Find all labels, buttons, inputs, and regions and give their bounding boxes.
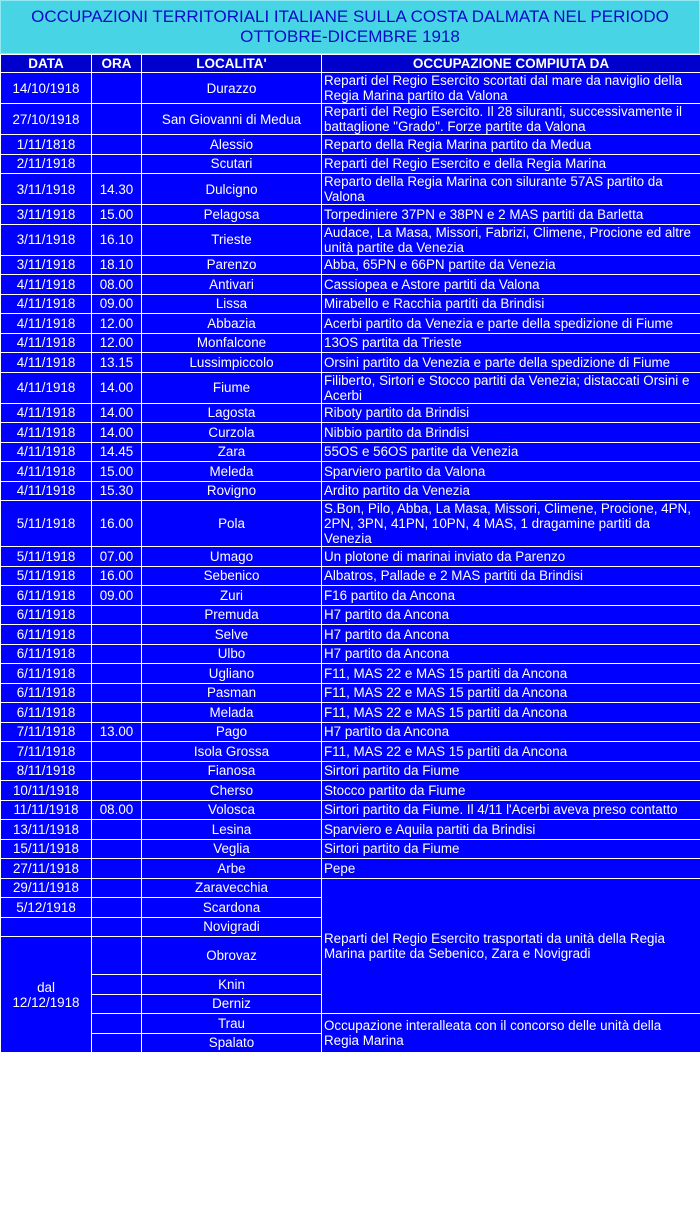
table-row <box>1 625 700 645</box>
occupations-table <box>0 54 700 1053</box>
table-row <box>1 372 700 403</box>
cell-occupazione: F16 partito da Ancona <box>322 586 700 606</box>
dal-date: 12/12/1918 <box>12 994 80 1010</box>
cell-ora <box>92 761 142 781</box>
cell-ora: 16.00 <box>92 501 142 547</box>
cell-localita: Derniz <box>142 994 322 1014</box>
cell-localita: Lesina <box>142 820 322 840</box>
cell-ora <box>92 154 142 174</box>
cell-occupazione: Albatros, Pallade e 2 MAS partiti da Brindisi <box>322 566 700 586</box>
table-row <box>1 859 700 879</box>
cell-occupazione: Acerbi partito da Venezia e parte della spedizione di Fiume <box>322 314 700 334</box>
table-row <box>1 154 700 174</box>
table-row <box>1 664 700 684</box>
cell-localita: Abbazia <box>142 314 322 334</box>
cell-data: 6/11/1918 <box>1 625 92 645</box>
cell-ora <box>92 937 142 975</box>
table-row <box>1 839 700 859</box>
cell-localita: Pago <box>142 722 322 742</box>
cell-localita: Zaravecchia <box>142 878 322 898</box>
cell-occupazione: Ardito partito da Venezia <box>322 481 700 501</box>
cell-ora: 13.15 <box>92 353 142 373</box>
cell-localita: Trau <box>142 1014 322 1034</box>
table-row <box>1 1014 700 1034</box>
cell-ora <box>92 917 142 937</box>
cell-data: 4/11/1918 <box>1 372 92 403</box>
cell-localita: Pola <box>142 501 322 547</box>
cell-ora <box>92 994 142 1014</box>
table-row <box>1 501 700 547</box>
cell-localita: Novigradi <box>142 917 322 937</box>
cell-data: 3/11/1918 <box>1 174 92 205</box>
table-row <box>1 442 700 462</box>
cell-localita: Knin <box>142 975 322 995</box>
table-row <box>1 761 700 781</box>
table-row <box>1 255 700 275</box>
header-row <box>1 55 700 73</box>
cell-occupazione: Sirtori partito da Fiume <box>322 839 700 859</box>
cell-data: 5/11/1918 <box>1 547 92 567</box>
cell-data-dal <box>1 937 92 1053</box>
cell-ora <box>92 644 142 664</box>
cell-ora: 14.30 <box>92 174 142 205</box>
cell-data: 5/12/1918 <box>1 898 92 918</box>
cell-localita: Pelagosa <box>142 205 322 225</box>
cell-localita: Rovigno <box>142 481 322 501</box>
cell-ora: 14.00 <box>92 423 142 443</box>
cell-data <box>1 917 92 937</box>
cell-ora <box>92 625 142 645</box>
cell-occupazione: F11, MAS 22 e MAS 15 partiti da Ancona <box>322 742 700 762</box>
cell-localita: Obrovaz <box>142 937 322 975</box>
cell-occupazione: Reparti del Regio Esercito scortati dal mare da naviglio della Regia Marina partito da Valona <box>322 73 700 104</box>
cell-occupazione: H7 partito da Ancona <box>322 605 700 625</box>
cell-occupazione: H7 partito da Ancona <box>322 625 700 645</box>
table-row <box>1 547 700 567</box>
table-row <box>1 481 700 501</box>
cell-occupazione: 55OS e 56OS partite da Venezia <box>322 442 700 462</box>
cell-occupazione: Audace, La Masa, Missori, Fabrizi, Climene, Procione ed altre unità partite da Venezia <box>322 224 700 255</box>
cell-localita: Isola Grossa <box>142 742 322 762</box>
cell-ora <box>92 73 142 104</box>
cell-occupazione: Sirtori partito da Fiume. Il 4/11 l'Acerbi aveva preso contatto <box>322 800 700 820</box>
cell-data: 15/11/1918 <box>1 839 92 859</box>
cell-ora <box>92 683 142 703</box>
cell-data: 4/11/1918 <box>1 333 92 353</box>
cell-data: 4/11/1918 <box>1 314 92 334</box>
cell-data: 27/10/1918 <box>1 104 92 135</box>
cell-data: 4/11/1918 <box>1 275 92 295</box>
table-row <box>1 605 700 625</box>
cell-ora <box>92 135 142 155</box>
table-row <box>1 878 700 898</box>
cell-occupazione: S.Bon, Pilo, Abba, La Masa, Missori, Climene, Procione, 4PN, 2PN, 3PN, 41PN, 10PN, 4 MAS, 1 dragamine partiti da Venezia <box>322 501 700 547</box>
table-row <box>1 781 700 801</box>
cell-localita: Meleda <box>142 462 322 482</box>
cell-ora: 09.00 <box>92 294 142 314</box>
cell-ora <box>92 878 142 898</box>
cell-data: 6/11/1918 <box>1 605 92 625</box>
table-row <box>1 644 700 664</box>
cell-data: 5/11/1918 <box>1 566 92 586</box>
cell-localita: Parenzo <box>142 255 322 275</box>
cell-localita: Melada <box>142 703 322 723</box>
cell-data: 4/11/1918 <box>1 294 92 314</box>
table-row <box>1 742 700 762</box>
cell-localita: San Giovanni di Medua <box>142 104 322 135</box>
cell-data: 3/11/1918 <box>1 224 92 255</box>
cell-occupazione: Riboty partito da Brindisi <box>322 403 700 423</box>
cell-ora <box>92 1014 142 1034</box>
cell-localita: Scardona <box>142 898 322 918</box>
cell-localita: Fiume <box>142 372 322 403</box>
cell-ora: 08.00 <box>92 800 142 820</box>
cell-data: 7/11/1918 <box>1 722 92 742</box>
cell-ora: 18.10 <box>92 255 142 275</box>
table-row <box>1 73 700 104</box>
cell-ora <box>92 820 142 840</box>
table-row <box>1 275 700 295</box>
cell-localita: Zuri <box>142 586 322 606</box>
cell-localita: Umago <box>142 547 322 567</box>
cell-occupazione: Cassiopea e Astore partiti da Valona <box>322 275 700 295</box>
cell-data: 3/11/1918 <box>1 205 92 225</box>
cell-localita: Premuda <box>142 605 322 625</box>
cell-data: 6/11/1918 <box>1 586 92 606</box>
cell-data: 13/11/1918 <box>1 820 92 840</box>
cell-occupazione: Pepe <box>322 859 700 879</box>
cell-localita: Veglia <box>142 839 322 859</box>
cell-ora <box>92 104 142 135</box>
cell-ora <box>92 1033 142 1053</box>
table-row <box>1 333 700 353</box>
cell-localita: Fianosa <box>142 761 322 781</box>
cell-data: 2/11/1918 <box>1 154 92 174</box>
cell-localita: Scutari <box>142 154 322 174</box>
cell-ora: 12.00 <box>92 314 142 334</box>
cell-occupazione: Sparviero partito da Valona <box>322 462 700 482</box>
table-row <box>1 205 700 225</box>
cell-ora <box>92 839 142 859</box>
table-row <box>1 566 700 586</box>
cell-data: 14/10/1918 <box>1 73 92 104</box>
cell-localita: Selve <box>142 625 322 645</box>
header-localita: LOCALITA' <box>142 55 322 73</box>
cell-occupazione-last: Occupazione interalleata con il concorso delle unità della Regia Marina <box>322 1014 700 1053</box>
cell-localita: Lissa <box>142 294 322 314</box>
cell-occupazione: F11, MAS 22 e MAS 15 partiti da Ancona <box>322 703 700 723</box>
dal-label: dal <box>37 979 55 995</box>
cell-localita: Spalato <box>142 1033 322 1053</box>
cell-ora <box>92 664 142 684</box>
cell-data: 6/11/1918 <box>1 683 92 703</box>
cell-occupazione: 13OS partita da Trieste <box>322 333 700 353</box>
table-row <box>1 820 700 840</box>
cell-data: 4/11/1918 <box>1 403 92 423</box>
cell-ora: 13.00 <box>92 722 142 742</box>
table-row <box>1 353 700 373</box>
cell-ora <box>92 605 142 625</box>
cell-ora <box>92 742 142 762</box>
cell-localita: Ugliano <box>142 664 322 684</box>
table-body <box>1 73 700 879</box>
cell-occupazione: F11, MAS 22 e MAS 15 partiti da Ancona <box>322 664 700 684</box>
cell-localita: Sebenico <box>142 566 322 586</box>
cell-localita: Arbe <box>142 859 322 879</box>
cell-ora <box>92 975 142 995</box>
cell-occupazione: Filiberto, Sirtori e Stocco partiti da Venezia; distaccati Orsini e Acerbi <box>322 372 700 403</box>
cell-data: 4/11/1918 <box>1 442 92 462</box>
cell-occupazione: F11, MAS 22 e MAS 15 partiti da Ancona <box>322 683 700 703</box>
cell-ora: 12.00 <box>92 333 142 353</box>
cell-data: 6/11/1918 <box>1 644 92 664</box>
cell-localita: Alessio <box>142 135 322 155</box>
cell-ora: 14.00 <box>92 403 142 423</box>
cell-ora: 15.00 <box>92 462 142 482</box>
table-row <box>1 314 700 334</box>
table-row <box>1 403 700 423</box>
cell-ora: 16.10 <box>92 224 142 255</box>
cell-occupazione: Reparti del Regio Esercito. Il 28 siluranti, successivamente il battaglione "Grado". Forze partite da Valona <box>322 104 700 135</box>
cell-data: 4/11/1918 <box>1 423 92 443</box>
cell-occupazione: Reparti del Regio Esercito e della Regia Marina <box>322 154 700 174</box>
cell-data: 27/11/1918 <box>1 859 92 879</box>
cell-occupazione: Nibbio partito da Brindisi <box>322 423 700 443</box>
cell-data: 8/11/1918 <box>1 761 92 781</box>
table-row <box>1 174 700 205</box>
cell-ora: 14.45 <box>92 442 142 462</box>
cell-ora <box>92 898 142 918</box>
cell-ora: 14.00 <box>92 372 142 403</box>
cell-data: 6/11/1918 <box>1 703 92 723</box>
cell-ora: 08.00 <box>92 275 142 295</box>
title-line-2: OTTOBRE-DICEMBRE 1918 <box>240 27 460 46</box>
cell-data: 3/11/1918 <box>1 255 92 275</box>
cell-localita: Durazzo <box>142 73 322 104</box>
cell-data: 11/11/1918 <box>1 800 92 820</box>
table-row <box>1 586 700 606</box>
cell-occupazione: Torpediniere 37PN e 38PN e 2 MAS partiti da Barletta <box>322 205 700 225</box>
cell-occupazione: Reparto della Regia Marina con silurante 57AS partito da Valona <box>322 174 700 205</box>
cell-data: 7/11/1918 <box>1 742 92 762</box>
cell-ora: 15.00 <box>92 205 142 225</box>
cell-ora: 15.30 <box>92 481 142 501</box>
cell-data: 1/11/1818 <box>1 135 92 155</box>
table-title <box>0 0 700 54</box>
cell-localita: Dulcigno <box>142 174 322 205</box>
final-rows <box>1 878 700 1053</box>
cell-occupazione: Sirtori partito da Fiume <box>322 761 700 781</box>
cell-data: 10/11/1918 <box>1 781 92 801</box>
cell-occupazione: Reparto della Regia Marina partito da Medua <box>322 135 700 155</box>
cell-ora <box>92 703 142 723</box>
cell-localita: Curzola <box>142 423 322 443</box>
cell-localita: Pasman <box>142 683 322 703</box>
cell-occupazione: Sparviero e Aquila partiti da Brindisi <box>322 820 700 840</box>
table-row <box>1 294 700 314</box>
cell-ora: 07.00 <box>92 547 142 567</box>
cell-ora: 16.00 <box>92 566 142 586</box>
cell-data: 5/11/1918 <box>1 501 92 547</box>
table-row <box>1 703 700 723</box>
cell-occupazione: Abba, 65PN e 66PN partite da Venezia <box>322 255 700 275</box>
header-occupazione: OCCUPAZIONE COMPIUTA DA <box>322 55 700 73</box>
cell-localita: Antivari <box>142 275 322 295</box>
cell-data: 29/11/1918 <box>1 878 92 898</box>
table-row <box>1 683 700 703</box>
cell-localita: Cherso <box>142 781 322 801</box>
cell-data: 4/11/1918 <box>1 481 92 501</box>
table-row <box>1 135 700 155</box>
cell-localita: Lagosta <box>142 403 322 423</box>
table-row <box>1 423 700 443</box>
cell-localita: Volosca <box>142 800 322 820</box>
cell-occupazione: Un plotone di marinai inviato da Parenzo <box>322 547 700 567</box>
cell-occupazione: Mirabello e Racchia partiti da Brindisi <box>322 294 700 314</box>
cell-localita: Lussimpiccolo <box>142 353 322 373</box>
cell-occupazione: Orsini partito da Venezia e parte della spedizione di Fiume <box>322 353 700 373</box>
cell-ora: 09.00 <box>92 586 142 606</box>
cell-ora <box>92 781 142 801</box>
cell-occupazione: H7 partito da Ancona <box>322 722 700 742</box>
cell-data: 4/11/1918 <box>1 462 92 482</box>
cell-localita: Trieste <box>142 224 322 255</box>
cell-occupazione-merged: Reparti del Regio Esercito trasportati da unità della Regia Marina partite da Sebenico, Zara e Novigradi <box>322 878 700 1014</box>
cell-data: 4/11/1918 <box>1 353 92 373</box>
cell-localita: Zara <box>142 442 322 462</box>
cell-localita: Monfalcone <box>142 333 322 353</box>
header-ora: ORA <box>92 55 142 73</box>
cell-occupazione: H7 partito da Ancona <box>322 644 700 664</box>
table-row <box>1 722 700 742</box>
cell-data: 6/11/1918 <box>1 664 92 684</box>
table-row <box>1 104 700 135</box>
cell-ora <box>92 859 142 879</box>
table-row <box>1 800 700 820</box>
cell-occupazione: Stocco partito da Fiume <box>322 781 700 801</box>
title-line-1: OCCUPAZIONI TERRITORIALI ITALIANE SULLA COSTA DALMATA NEL PERIODO <box>31 7 669 26</box>
table-row <box>1 462 700 482</box>
cell-localita: Ulbo <box>142 644 322 664</box>
header-data: DATA <box>1 55 92 73</box>
table-row <box>1 224 700 255</box>
